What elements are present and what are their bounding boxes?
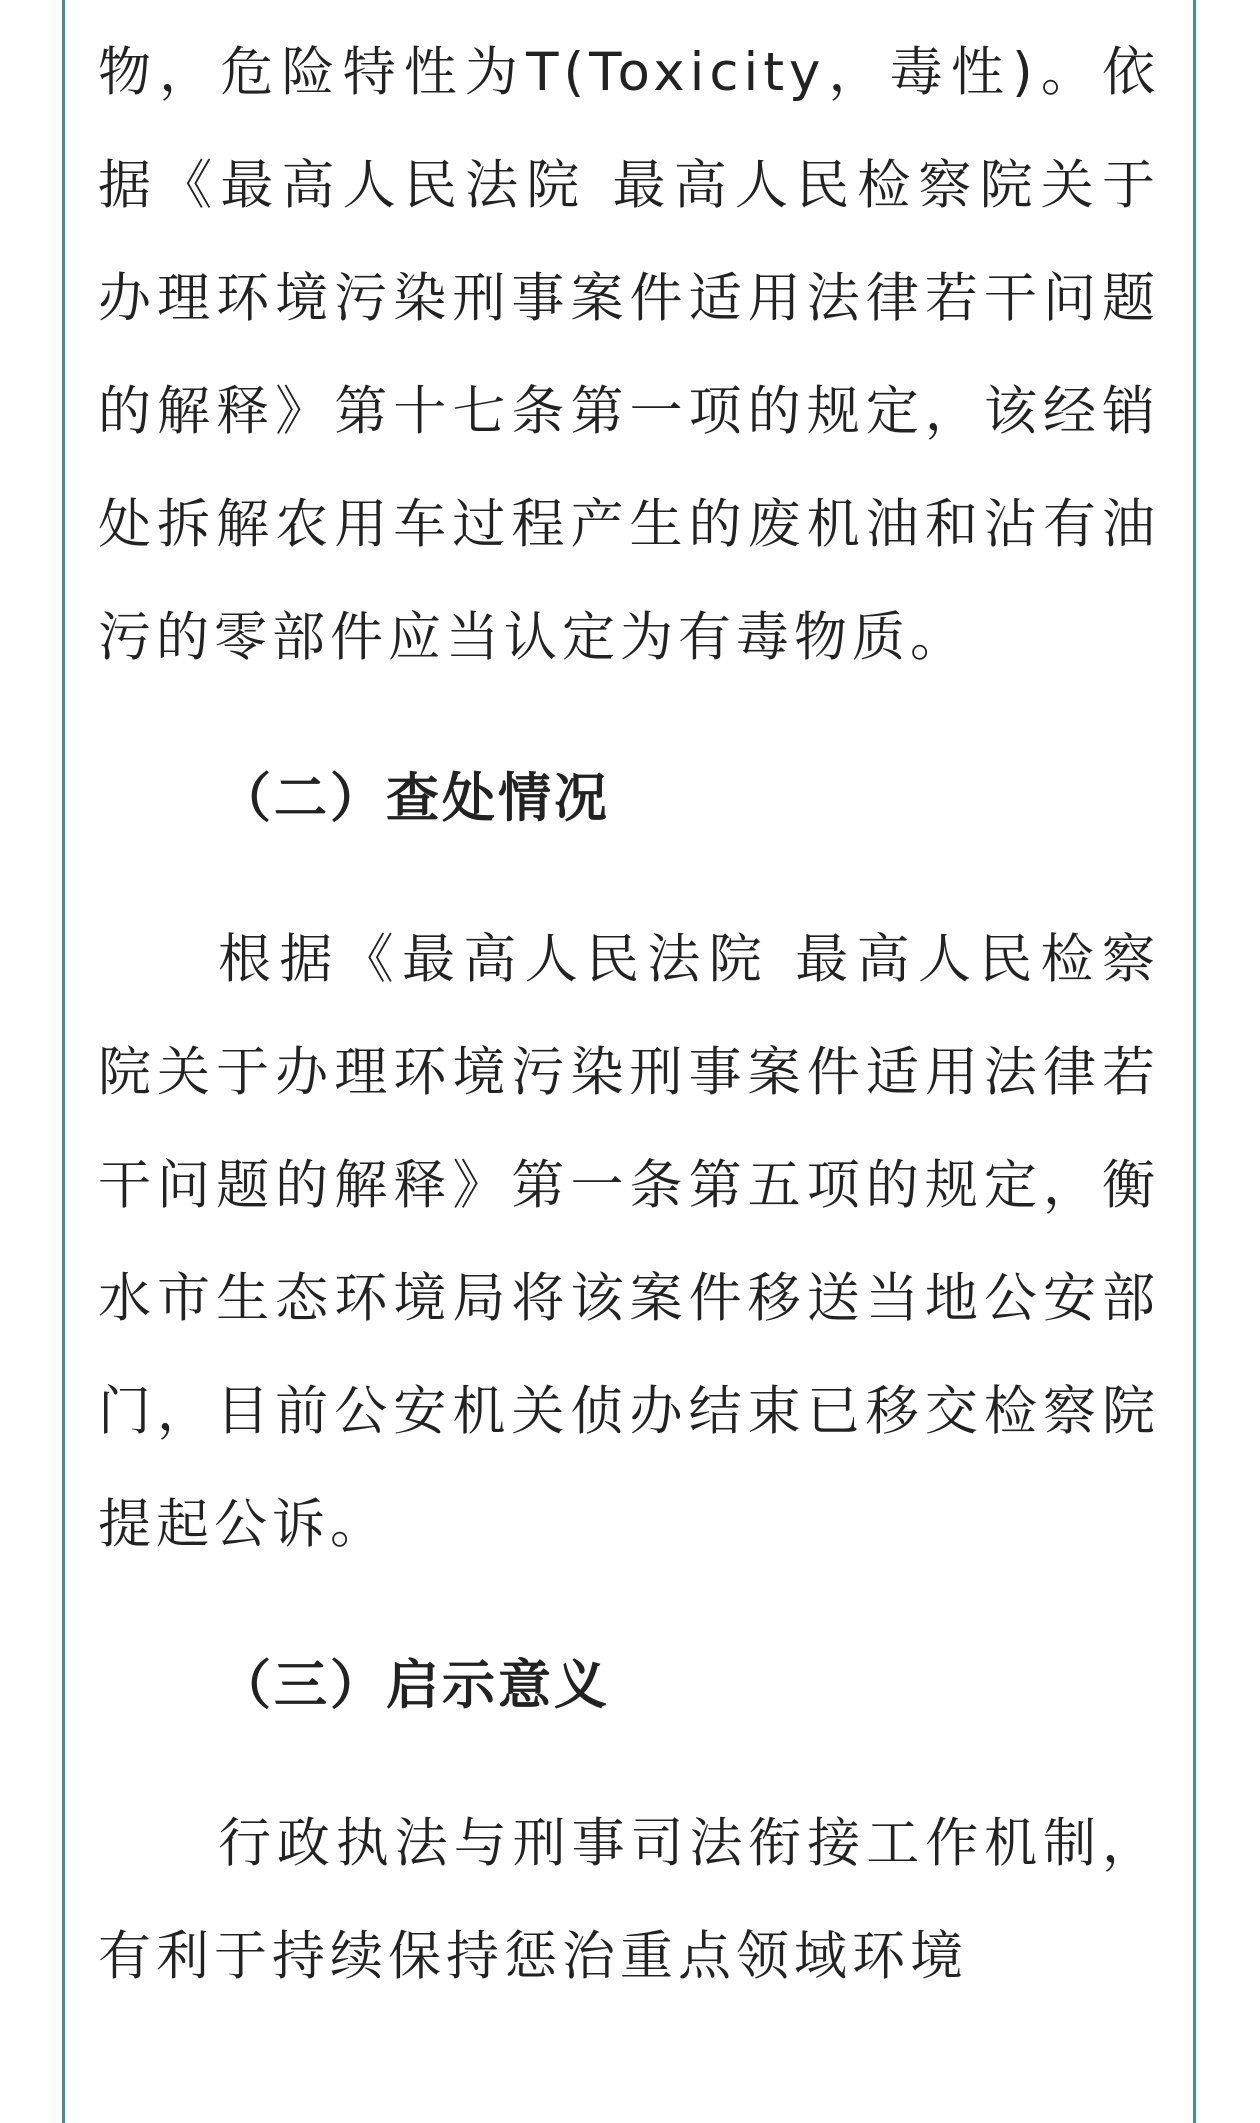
article-content bbox=[98, 16, 1160, 2013]
paragraph-investigation: 根据《最高人民法院 最高人民检察院关于办理环境污染刑事案件适用法律若干问题的解释》第一条第五项的规定，衡水市生态环境局将该案件移送当地公安部门，目前公安机关侦办结束已移交检察院提起公诉。 bbox=[98, 929, 1160, 1555]
paragraph-toxicity: 物，危险特性为T(Toxicity，毒性)。依据《最高人民法院 最高人民检察院关于办理环境污染刑事案件适用法律若干问题的解释》第十七条第一项的规定，该经销处拆解农用车过程产生的废机油和沾有油污的零部件应当认定为有毒物质。 bbox=[98, 42, 1160, 668]
paragraph-significance: 行政执法与刑事司法衔接工作机制，有利于持续保持惩治重点领域环境 bbox=[98, 1813, 1160, 1987]
section-heading-investigation: （二）查处情况 bbox=[218, 768, 610, 829]
section-heading-significance: （三）启示意义 bbox=[218, 1655, 610, 1716]
